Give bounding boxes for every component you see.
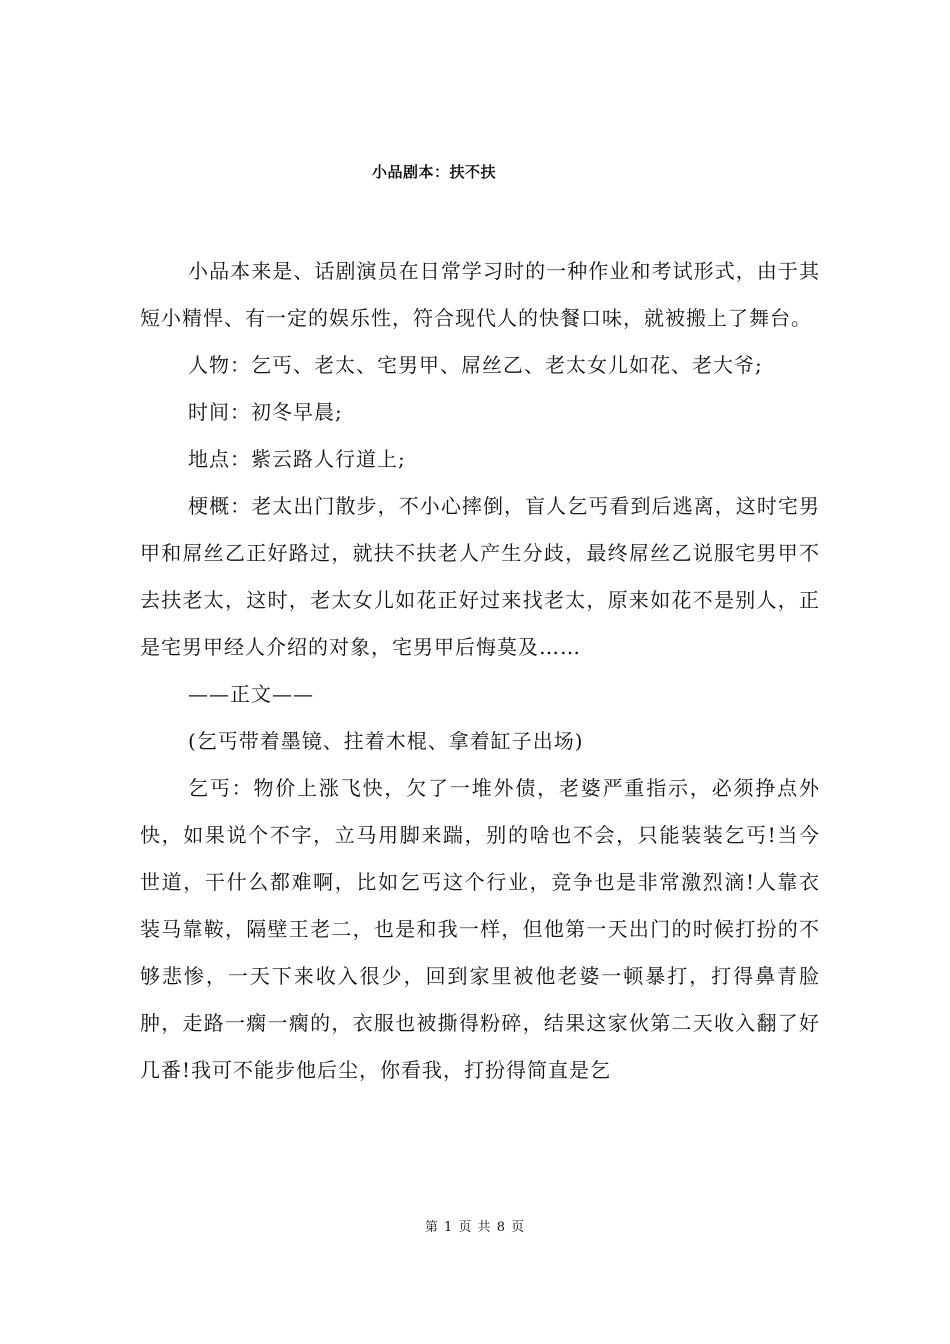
page-footer: 第 1 页 共 8 页 — [424, 1220, 526, 1235]
document-title: 小品剧本：扶不扶 — [371, 163, 496, 181]
paragraph-time: 时间：初冬早晨; — [188, 400, 343, 424]
paragraph-synopsis: 梗概：老太出门散步，不小心摔倒，盲人乞丐看到后逃离，这时宅男甲和屌丝乙正好路过，就扶不扶老人产生分歧，最终屌丝乙说服宅男甲不去扶老太，这时，老太女儿如花正好过来找老太，原来如花不是别人，正是宅男甲经人介绍的对象，宅男甲后悔莫及…… — [140, 494, 820, 659]
paragraph-beggar-monologue: 乞丐：物价上涨飞快，欠了一堆外债，老婆严重指示，必须挣点外快，如果说个不字，立马用脚来踹，别的啥也不会，只能装装乞丐!当今世道，干什么都难啊，比如乞丐这个行业，竞争也是非常激烈滴!人靠衣装马靠鞍，隔壁王老二，也是和我一样，但他第一天出门的时候打扮的不够悲惨，一天下来收入很少，回到家里被他老婆一顿暴打，打得鼻青脸肿，走路一瘸一瘸的，衣服也被撕得粉碎，结果这家伙第二天收入翻了好几番!我可不能步他后尘，你看我，打扮得简直是乞 — [140, 776, 820, 1082]
document-body — [140, 248, 820, 1094]
paragraph-stage-direction: (乞丐带着墨镜、拄着木棍、拿着缸子出场) — [188, 729, 584, 753]
paragraph-location: 地点：紫云路人行道上; — [188, 447, 406, 471]
paragraph-intro: 小品本来是、话剧演员在日常学习时的一种作业和考试形式，由于其短小精悍、有一定的娱乐性，符合现代人的快餐口味，就被搬上了舞台。 — [140, 259, 820, 330]
paragraph-characters: 人物：乞丐、老太、宅男甲、屌丝乙、老太女儿如花、老大爷; — [188, 353, 763, 377]
paragraph-section-heading: ——正文—— — [188, 682, 314, 706]
